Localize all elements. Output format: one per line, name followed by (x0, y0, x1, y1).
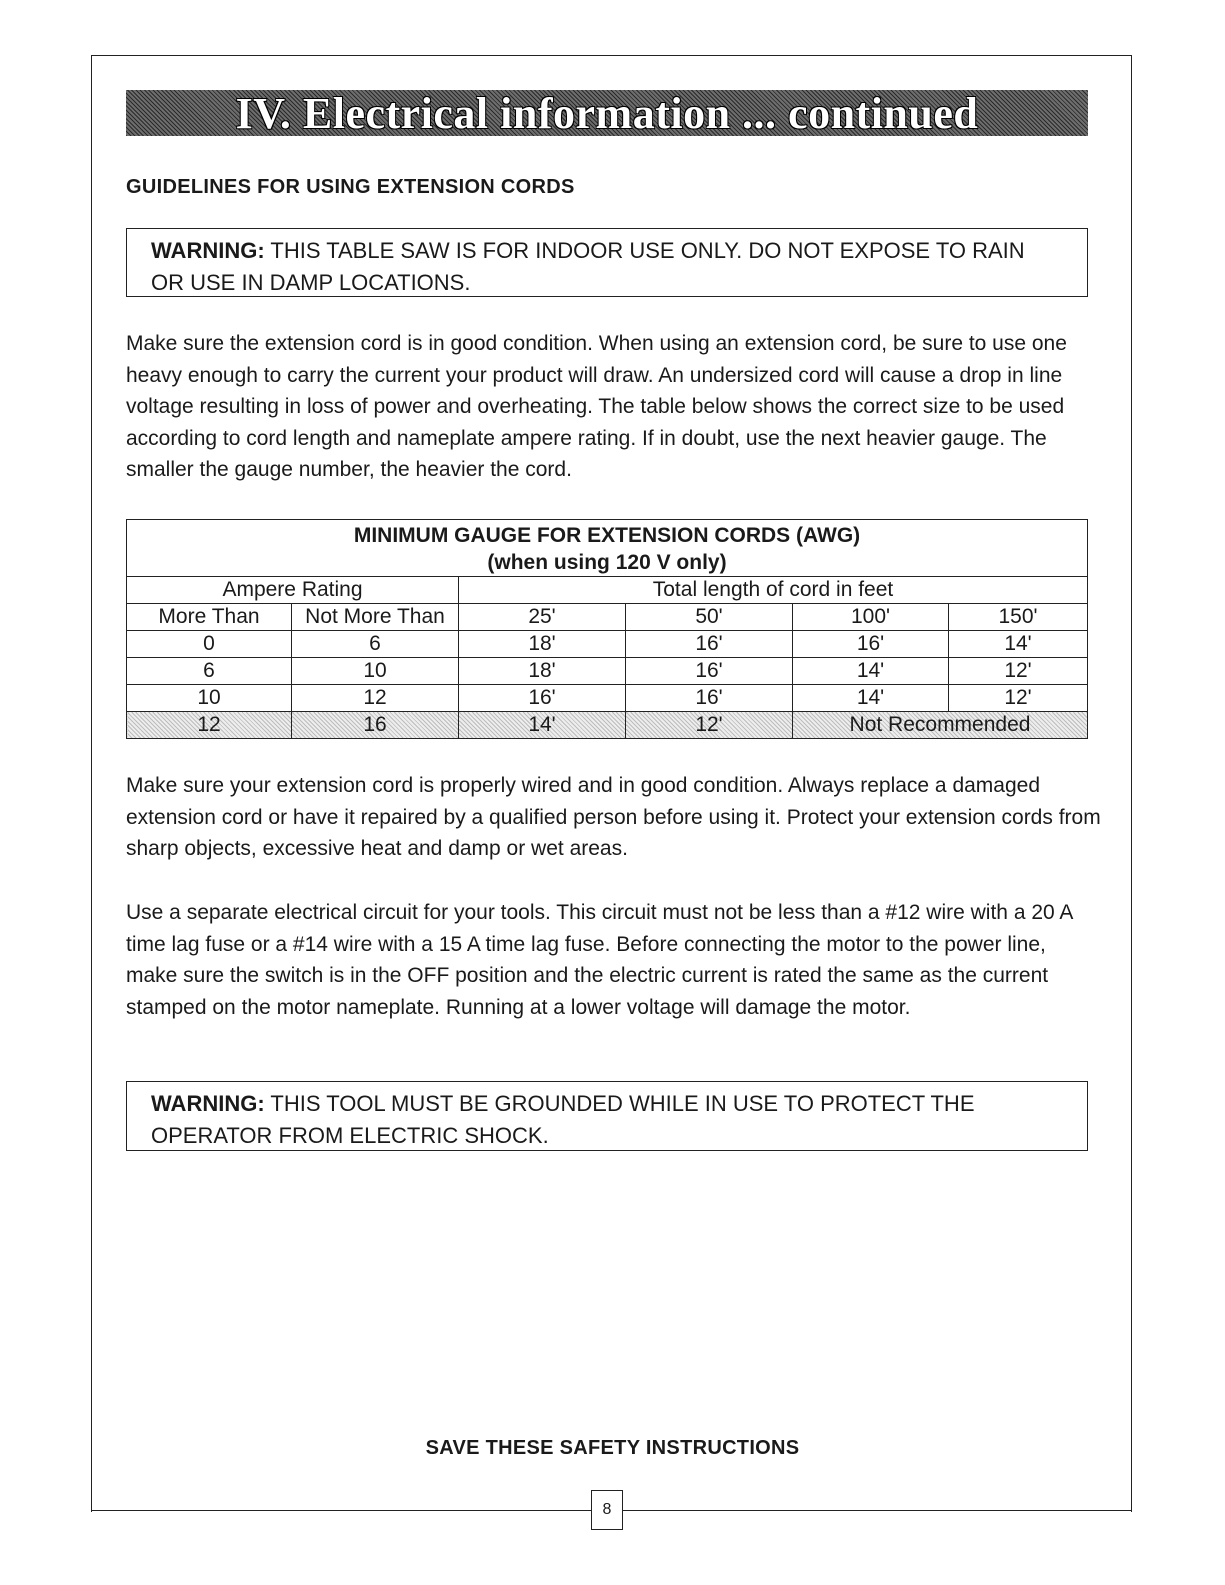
cell-gauge-100: 14' (793, 658, 949, 685)
col-length-150: 150' (949, 604, 1088, 631)
cell-not-recommended: Not Recommended (793, 712, 1088, 739)
cell-more: 10 (127, 685, 292, 712)
cell-gauge-50: 12' (626, 712, 793, 739)
table-row (127, 658, 1088, 685)
table-title: MINIMUM GAUGE FOR EXTENSION CORDS (AWG) (127, 520, 1088, 551)
warning-box-grounded (126, 1081, 1088, 1151)
warning-label: WARNING: (151, 238, 265, 263)
gauge-table (126, 519, 1088, 739)
paragraph-cord-wiring: Make sure your extension cord is properly wired and in good condition. Always replace a damaged extension cord or have it repaired by a qualified person before using it. Protect your extension cords from sharp objects, excessive heat and damp or wet areas. (126, 774, 1101, 860)
footer-rule-right (623, 1510, 1132, 1511)
footer-rule-left (91, 1510, 591, 1511)
cell-gauge-50: 16' (626, 658, 793, 685)
cell-more: 0 (127, 631, 292, 658)
table-row-shaded (127, 712, 1088, 739)
cell-gauge-50: 16' (626, 631, 793, 658)
cord-length-header: Total length of cord in feet (459, 577, 1088, 604)
banner-title: IV. Electrical information ... continued (235, 88, 979, 138)
paragraph-cord-condition: Make sure the extension cord is in good condition. When using an extension cord, be sure to use one heavy enough to carry the current your product will draw. An undersized cord will cause a drop in line voltage resulting in loss of power and overheating. The table below shows the correct size to be used according to cord length and nameplate ampere rating. If in doubt, use the next heavier gauge. The smaller the gauge number, the heavier the cord. (126, 332, 1067, 481)
cell-not-more: 6 (292, 631, 459, 658)
cell-gauge-150: 14' (949, 631, 1088, 658)
col-length-25: 25' (459, 604, 626, 631)
col-not-more-than: Not More Than (292, 604, 459, 631)
section-heading: GUIDELINES FOR USING EXTENSION CORDS (126, 176, 575, 198)
col-more-than: More Than (127, 604, 292, 631)
cell-more: 6 (127, 658, 292, 685)
cell-gauge-150: 12' (949, 685, 1088, 712)
cell-not-more: 16 (292, 712, 459, 739)
cell-gauge-100: 14' (793, 685, 949, 712)
warning-label: WARNING: (151, 1091, 265, 1116)
table-subtitle: (when using 120 V only) (127, 550, 1088, 577)
table-row (127, 631, 1088, 658)
save-instructions-note: SAVE THESE SAFETY INSTRUCTIONS (425, 1437, 800, 1459)
col-length-100: 100' (793, 604, 949, 631)
ampere-rating-header: Ampere Rating (127, 577, 459, 604)
cell-gauge-50: 16' (626, 685, 793, 712)
page-number: 8 (591, 1490, 623, 1530)
col-length-50: 50' (626, 604, 793, 631)
cell-gauge-25: 18' (459, 658, 626, 685)
cell-gauge-150: 12' (949, 658, 1088, 685)
table-row (127, 685, 1088, 712)
cell-gauge-25: 16' (459, 685, 626, 712)
cell-not-more: 12 (292, 685, 459, 712)
cell-gauge-100: 16' (793, 631, 949, 658)
cell-more: 12 (127, 712, 292, 739)
warning-box-indoor (126, 228, 1088, 297)
warning-text: THIS TOOL MUST BE GROUNDED WHILE IN USE TO PROTECT THE OPERATOR FROM ELECTRIC SHOCK. (151, 1091, 975, 1148)
cell-gauge-25: 14' (459, 712, 626, 739)
warning-text: THIS TABLE SAW IS FOR INDOOR USE ONLY. DO NOT EXPOSE TO RAIN OR USE IN DAMP LOCATIONS. (151, 238, 1025, 295)
section-banner (126, 90, 1088, 136)
cell-gauge-25: 18' (459, 631, 626, 658)
cell-not-more: 10 (292, 658, 459, 685)
paragraph-separate-circuit: Use a separate electrical circuit for your tools. This circuit must not be less than a #12 wire with a 20 A time lag fuse or a #14 wire with a 15 A time lag fuse. Before connecting the motor to the power line, make sure the switch is in the OFF position and the electric current is rated the same as the current stamped on the motor nameplate. Running at a lower voltage will damage the motor. (126, 901, 1073, 1019)
